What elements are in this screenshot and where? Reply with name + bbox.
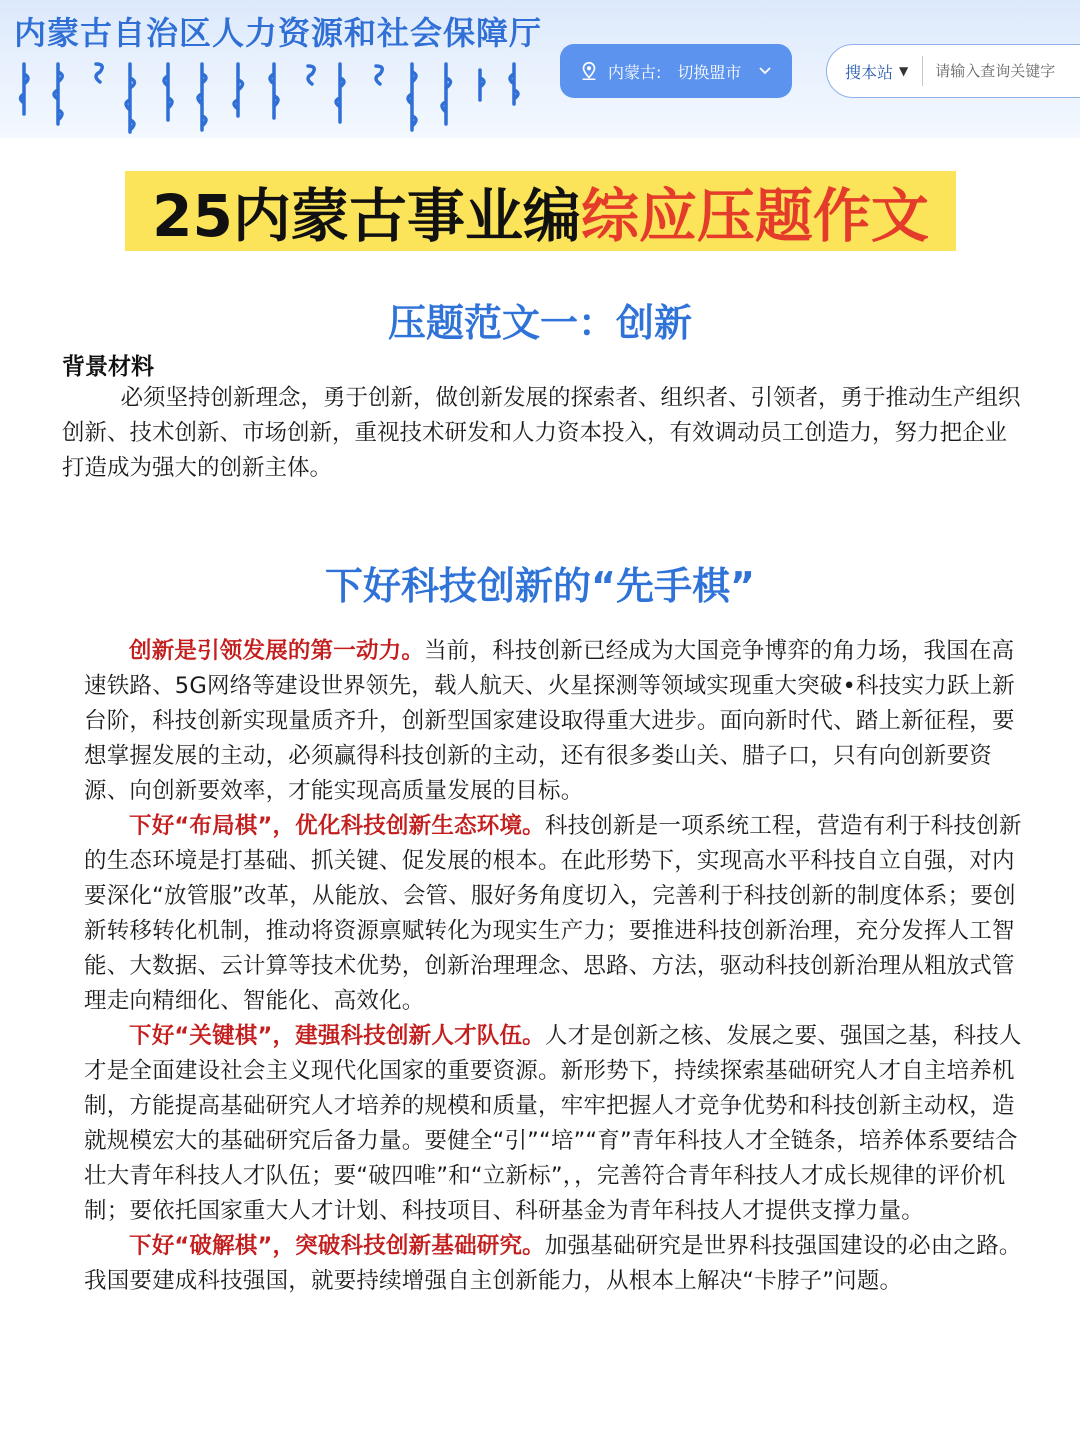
main-title-part1: 25内蒙古事业编 — [152, 182, 581, 250]
paragraph-lead: 创新是引领发展的第一动力。 — [129, 638, 425, 664]
site-header — [0, 0, 1080, 138]
site-search — [826, 44, 1080, 98]
org-title[interactable]: 内蒙古自治区人力资源和社会保障厅 — [14, 14, 543, 52]
paragraph-lead: 下好“破解棋”，突破科技创新基础研究。 — [129, 1233, 545, 1259]
mongolian-script-logo — [18, 60, 538, 135]
search-scope-label: 搜本站 — [845, 62, 894, 82]
paragraph-body: 加强基础研究是世界科技强国建设的必由之路。我国要建成科技强国，就要持续增强自主创新能力，从根本上解决“卡脖子”问题。 — [84, 1233, 1022, 1294]
search-divider — [922, 56, 923, 86]
background-text: 必须坚持创新理念，勇于创新，做创新发展的探索者、组织者、引领者，勇于推动生产组织创新、技术创新、市场创新，重视技术研发和人力资本投入，有效调动员工创造力，努力把企业打造成为强大的创新主体。 — [62, 385, 1021, 481]
essay-title: 下好科技创新的“先手棋” — [325, 564, 755, 608]
main-title-part2: 综应压题作文 — [580, 182, 929, 250]
paragraph-body: 当前，科技创新已经成为大国竞争博弈的角力场，我国在高速铁路、5G网络等建设世界领先，载人航天、火星探测等领域实现重大突破•科技实力跃上新台阶，科技创新实现量质齐升，创新型国家建设取得重大进步。面向新时代、踏上新征程，要想掌握发展的主动，必须赢得科技创新的主动，还有很多娄山关、腊子口，只有向创新要资源、向创新要效率，才能实现高质量发展的目标。 — [84, 638, 1015, 804]
paragraph-lead: 下好“布局棋”，优化科技创新生态环境。 — [129, 813, 545, 839]
background-label: 背景材料 — [62, 354, 154, 380]
paragraph-body: 科技创新是一项系统工程，营造有利于科技创新的生态环境是打基础、抓关键、促发展的根本。在此形势下，实现高水平科技自立自强，对内要深化“放管服”改革，从能放、会管、服好务角度切入，完善利于科技创新的制度体系；要创新转移转化机制，推动将资源禀赋转化为现实生产力；要推进科技创新治理，充分发挥人工智能、大数据、云计算等技术优势，创新治理理念、思路、方法，驱动科技创新治理从粗放式管理走向精细化、智能化、高效化。 — [84, 813, 1022, 1014]
main-title — [125, 171, 956, 251]
dropdown-triangle-icon: ▼ — [899, 64, 909, 78]
location-icon — [578, 60, 600, 82]
essay-paragraph — [84, 1229, 1024, 1299]
region-switch-button[interactable] — [560, 44, 792, 98]
paragraph-lead: 下好“关键棋”，建强科技创新人才队伍。 — [129, 1023, 545, 1049]
essay-paragraph — [84, 809, 1024, 1019]
chevron-down-icon — [758, 64, 772, 78]
search-input[interactable] — [933, 61, 1080, 81]
switch-region-label: 切换盟市 — [677, 62, 742, 82]
region-label: 内蒙古: — [608, 62, 662, 82]
essay-paragraph — [84, 1019, 1024, 1229]
paragraph-body: 人才是创新之核、发展之要、强国之基，科技人才是全面建设社会主义现代化国家的重要资源。新形势下，持续探索基础研究人才自主培养机制，方能提高基础研究人才培养的规模和质量，牢牢把握人才竞争优势和科技创新主动权，造就规模宏大的基础研究后备力量。要健全“引”“培”“育”青年科技人才全链条，培养体系要结合壮大青年科技人才队伍；要“破四唯”和“立新标”，，完善符合青年科技人才成长规律的评价机制；要依托国家重大人才计划、科技项目、科研基金为青年科技人才提供支撑力量。 — [84, 1023, 1022, 1224]
sub-title: 压题范文一：创新 — [387, 301, 692, 345]
essay-body — [84, 634, 1024, 1299]
search-scope-dropdown[interactable] — [827, 60, 908, 83]
main-title-highlight — [125, 171, 956, 251]
essay-paragraph — [84, 634, 1024, 809]
